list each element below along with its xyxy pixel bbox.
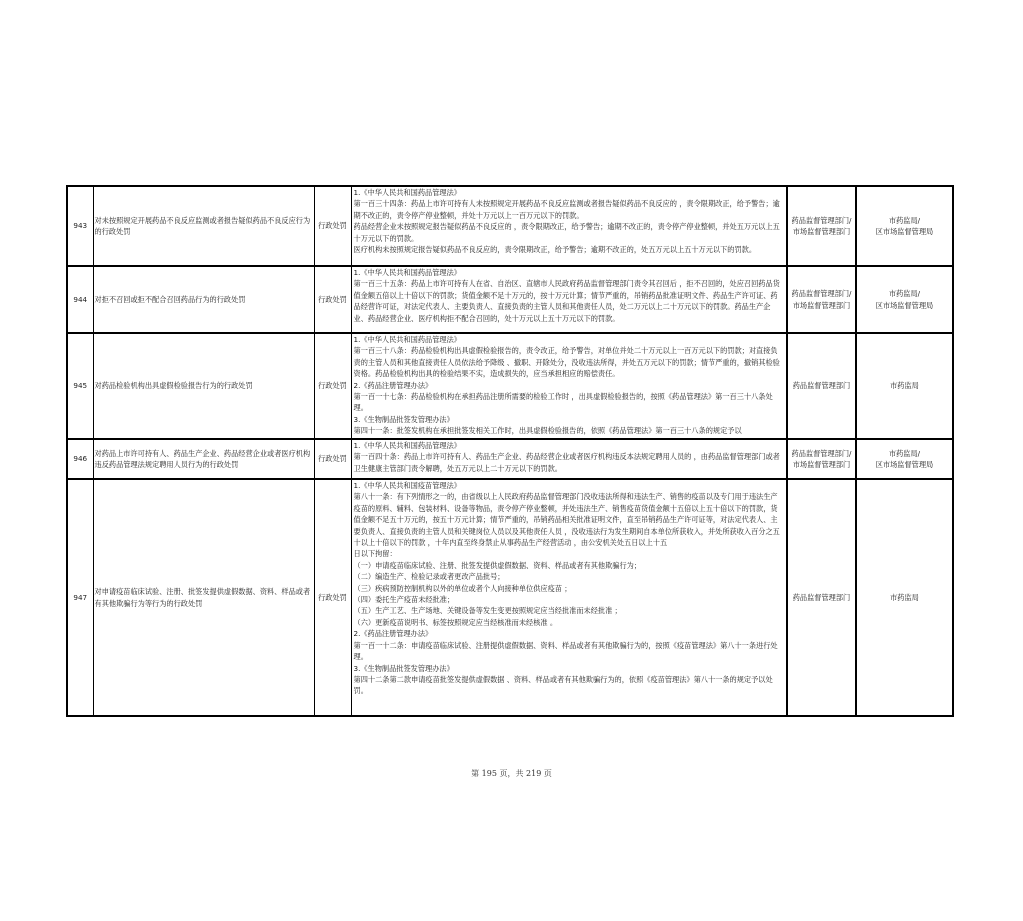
implementing-agency (856, 266, 953, 333)
table-row (67, 439, 953, 479)
agency-line: 市药监局 (890, 381, 919, 391)
item-category: 行政处罚 (314, 333, 351, 439)
item-category: 行政处罚 (314, 186, 351, 266)
responsible-department: 药品监督管理部门/市场监督管理部门 (787, 186, 856, 266)
agency-line: 区市场监督管理局 (875, 460, 934, 469)
item-name: 对药品上市许可持有人、药品生产企业、药品经营企业或者医疗机构违反药品管理法规定聘用人员行为的行政处罚 (93, 439, 314, 479)
legal-basis-line: 1.《中华人民共和国药品管理法》 (353, 335, 461, 344)
legal-basis-line: 日以下拘留： (353, 549, 397, 559)
legal-basis-line: （三）疾病预防控制机构以外的单位或者个人向接种单位供应疫苗 ； (353, 583, 572, 593)
item-number: 945 (67, 333, 93, 439)
agency-line: 市药监局 (890, 592, 919, 602)
agency-line: 区市场监督管理局 (875, 300, 934, 310)
legal-basis-line: 第一百三十四条：药品上市许可持有人未按照规定开展药品不良反应监测或者报告疑似药品不良反应的 ，责令限期改正，给予警告；逾期不改正的，责令停产停业整顿，并处十万元以上一百万元以下的罚款。 (353, 199, 780, 220)
legal-basis-line: 第一百一十二条：申请疫苗临床试验、注册提供虚假数据、资料、样品或者有其他欺骗行为的，按照《疫苗管理法》第八十一条进行处理。 (353, 640, 778, 662)
item-number: 947 (67, 479, 93, 716)
item-name: 对申请疫苗临床试验、注册、批签发提供虚假数据、资料、样品或者有其他欺骗行为等行为的行政处罚 (93, 479, 314, 716)
table-row (67, 186, 953, 266)
table-row (67, 479, 953, 716)
implementing-agency (856, 479, 953, 716)
legal-basis (351, 333, 787, 439)
responsible-department: 药品监督管理部门 (787, 479, 856, 716)
legal-basis-line: 医疗机构未按照规定报告疑似药品不良反应的，责令限期改正，给予警告；逾期不改正的，处五万元以上五十万元以下的罚款。 (353, 245, 757, 255)
implementing-agency (856, 333, 953, 439)
item-name: 对未按照规定开展药品不良反应监测或者报告疑似药品不良反应行为的行政处罚 (93, 186, 314, 266)
item-name: 对拒不召回或拒不配合召回药品行为的行政处罚 (93, 266, 314, 333)
legal-basis-line: 第一百三十五条：药品上市许可持有人在省、自治区、直辖市人民政府药品监督管理部门责令其召回后 ，拒不召回的，处应召回药品货值金额五倍以上十倍以下的罚款；货值金额不足十万元的，按十万元计算；情节严重的，吊销药品批准证明文件、药品生产许可证、药品经营许可证，对法定代表人、主要负责人、直接负责的主管人员和其他责任人员，处二万元以上二十万元以下的罚款。药品生产企业、药品经营企业、医疗机构拒不配合召回的，处十万元以上五十万元以下的罚款。 (353, 279, 780, 323)
legal-basis-line: 第四十二条第二款申请疫苗批签发提供虚假数据 、资料、样品或者有其他欺骗行为的，依照《疫苗管理法》第八十一条的规定予以处罚。 (353, 674, 773, 696)
responsible-department: 药品监督管理部门/市场监督管理部门 (787, 266, 856, 333)
agency-line: 区市场监督管理局 (875, 227, 934, 236)
legal-basis-line: （五）生产工艺、生产场地、关键设备等发生变更按照规定应当经批准而未经批准 ； (353, 606, 622, 616)
legal-basis-line: 1.《中华人民共和国药品管理法》 (353, 441, 461, 450)
item-number: 943 (67, 186, 93, 266)
legal-basis (351, 266, 787, 333)
legal-basis-line: 第一百三十八条：药品检验机构出具虚假检验报告的，责令改正，给予警告，对单位并处二十万元以上一百万元以下的罚款；对直接负责的主管人员和其他直接责任人员依法给予降级 、撤职、开除处分，没收违法所得，并处五万元以下的罚款；情节严重的，撤销其检验资格。药品检验机构出具的检验结果不实，造成损失的，应当承担相应的赔偿责任。 (353, 346, 780, 379)
agency-line: 市药监局/ (888, 289, 921, 299)
legal-basis-line: （六）更新疫苗说明书、标签按照规定应当经核准而未经核准 。 (353, 617, 558, 627)
legal-basis-line: 1.《中华人民共和国疫苗管理法》 (353, 481, 461, 490)
legal-basis-line: 第一百四十条：药品上市许可持有人、药品生产企业、药品经营企业或者医疗机构违反本法规定聘用人员的 ，由药品监督管理部门或者卫生健康主管部门责令解聘，处五万元以上二十万元以下的罚款。 (353, 452, 780, 473)
legal-basis-line: 1.《中华人民共和国药品管理法》 (353, 188, 461, 197)
legal-basis-line: （四）委托生产疫苗未经批准； (353, 595, 455, 605)
legal-basis-line: （一）申请疫苗临床试验、注册、批签发提供虚假数据、资料、样品或者有其他欺骗行为； (353, 560, 642, 570)
legal-basis-line: 3.《生物制品批签发管理办法》 (353, 414, 454, 424)
legal-basis (351, 479, 787, 716)
responsible-department: 药品监督管理部门/市场监督管理部门 (787, 439, 856, 479)
legal-basis-line: 第一百一十七条：药品检验机构在承担药品注册所需要的检验工作时 ，出具虚假检验报告的，按照《药品管理法》第一百三十八条处理。 (353, 392, 773, 413)
item-number: 946 (67, 439, 93, 479)
item-number: 944 (67, 266, 93, 333)
legal-basis-line: 1.《中华人民共和国药品管理法》 (353, 268, 461, 277)
agency-line: 市药监局/ (888, 448, 921, 458)
legal-basis (351, 186, 787, 266)
implementing-agency (856, 186, 953, 266)
table-row (67, 266, 953, 333)
legal-basis-line: （二）编造生产、检验记录或者更改产品批号； (353, 572, 505, 582)
legal-basis-line: 2.《药品注册管理办法》 (353, 629, 433, 639)
legal-basis-line: 第四十一条：批签发机构在承担批签发相关工作时，出具虚假检验报告的，依照《药品管理法》第一百三十八条的规定予以 (353, 426, 742, 436)
legal-basis-line: 2.《药品注册管理办法》 (353, 380, 433, 390)
legal-basis-line: 第八十一条：有下列情形之一的，由省级以上人民政府药品监督管理部门没收违法所得和违法生产、销售的疫苗以及专门用于违法生产疫苗的原料、辅料、包装材料、设备等物品，责令停产停业整顿，并处违法生产、销售疫苗货值金额十五倍以上五十倍以下的罚款，货值金额不足五十万元的，按五十万元计算；情节严重的，吊销药品相关批准证明文件，直至吊销药品生产许可证等，对法定代表人、主要负责人、直接负责的主管人员和关键岗位人员以及其他责任人员 ，没收违法行为发生期间自本单位所获收入，并处所获收入百分之五十以上十倍以下的罚款 ，十年内直至终身禁止从事药品生产经营活动 ，由公安机关处五日以上十五 (353, 492, 780, 548)
responsible-department: 药品监督管理部门 (787, 333, 856, 439)
legal-basis-line: 药品经营企业未按照规定报告疑似药品不良反应的 ，责令限期改正，给予警告；逾期不改正的，责令停产停业整顿，并处五万元以上五十万元以下的罚款。 (353, 222, 780, 243)
legal-basis (351, 439, 787, 479)
item-name: 对药品检验机构出具虚假检验报告行为的行政处罚 (93, 333, 314, 439)
item-category: 行政处罚 (314, 439, 351, 479)
item-category: 行政处罚 (314, 479, 351, 716)
legal-basis-line: 3.《生物制品批签发管理办法》 (353, 663, 454, 673)
table-row (67, 333, 953, 439)
agency-line: 市药监局/ (888, 215, 921, 225)
implementing-agency (856, 439, 953, 479)
penalty-table (66, 185, 954, 717)
page-number: 第 195 页，共 219 页 (471, 769, 552, 778)
item-category: 行政处罚 (314, 266, 351, 333)
